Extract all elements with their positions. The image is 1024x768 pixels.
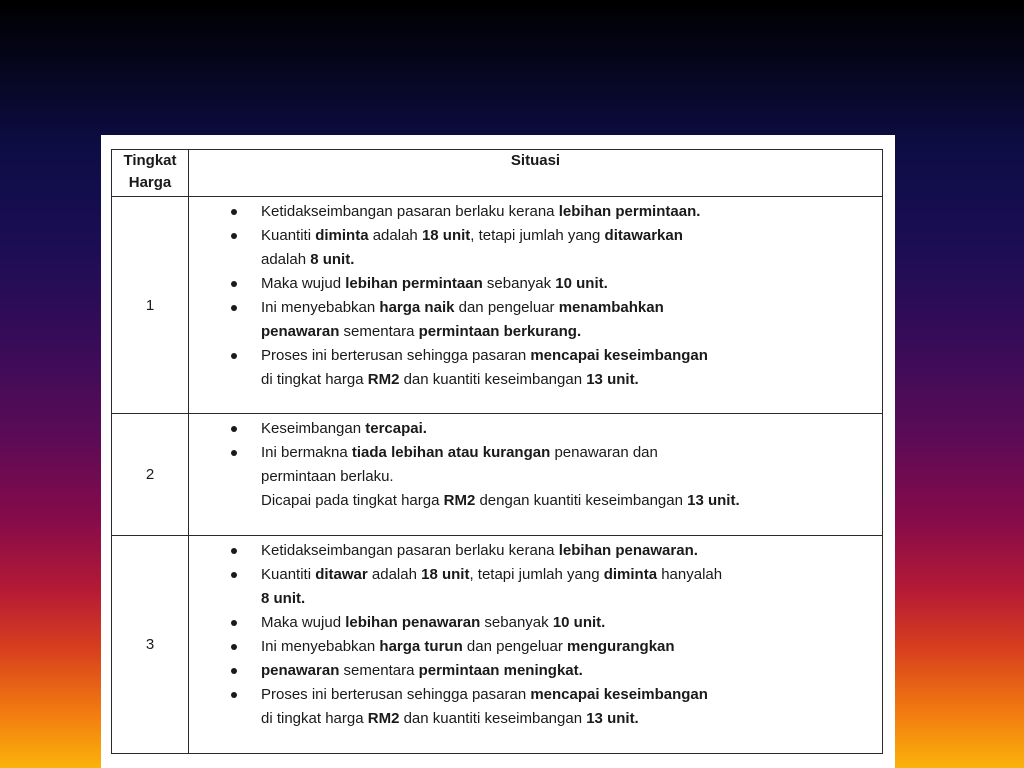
text: di tingkat harga	[261, 371, 368, 388]
table-row	[112, 536, 883, 754]
text: sebanyak	[480, 614, 553, 631]
bold-text: permintaan meningkat.	[418, 662, 583, 679]
bullet-continuation	[189, 248, 882, 272]
text: Maka wujud	[261, 614, 346, 631]
bullet-item	[189, 611, 882, 635]
bold-text: 18 unit	[421, 566, 470, 583]
bold-text: mencapai keseimbangan	[530, 347, 708, 364]
text: sementara	[339, 323, 419, 340]
text: dan pengeluar	[462, 638, 568, 655]
text: Maka wujud	[261, 275, 346, 292]
bullet-item	[189, 563, 882, 587]
document-page	[101, 135, 895, 768]
text: Kuantiti	[261, 227, 316, 244]
bold-text: ditawar	[315, 566, 368, 583]
bold-text: 13 unit.	[586, 710, 639, 727]
table-row	[112, 197, 883, 414]
bold-text: 18 unit	[421, 227, 471, 244]
bold-text: lebihan permintaan.	[558, 203, 701, 220]
text: Proses ini berterusan sehingga pasaran	[261, 686, 531, 703]
bullet-continuation	[189, 320, 882, 344]
table-row	[112, 414, 883, 536]
bold-text: diminta	[315, 227, 369, 244]
text: adalah	[261, 251, 311, 268]
text: sementara	[339, 662, 419, 679]
price-level-cell: 1	[112, 197, 189, 414]
situation-cell	[189, 414, 883, 536]
bullet-item	[189, 441, 882, 465]
text: permintaan berlaku.	[261, 468, 394, 485]
price-level-cell: 3	[112, 536, 189, 754]
bullet-continuation	[189, 707, 882, 731]
bullet-item	[189, 635, 882, 659]
situation-list	[189, 414, 882, 513]
text: dengan kuantiti keseimbangan	[475, 492, 688, 509]
situation-cell	[189, 197, 883, 414]
bold-text: penawaran	[261, 662, 340, 679]
bullet-continuation	[189, 587, 882, 611]
bullet-continuation	[189, 489, 882, 513]
table-header-row	[112, 150, 883, 197]
bold-text: tercapai.	[365, 420, 427, 437]
bold-text: diminta	[603, 566, 658, 583]
text: Ini bermakna	[261, 444, 352, 461]
bold-text: lebihan penawaran.	[558, 542, 698, 559]
text: adalah	[367, 566, 422, 583]
bold-text: RM2	[367, 710, 400, 727]
bullet-item	[189, 539, 882, 563]
bold-text: 8 unit.	[310, 251, 355, 268]
bullet-item	[189, 344, 882, 368]
text: Dicapai pada tingkat harga	[261, 492, 444, 509]
bullet-item	[189, 224, 882, 248]
text: Kuantiti	[261, 566, 316, 583]
text: , tetapi jumlah yang	[470, 227, 605, 244]
bold-text: tiada lebihan atau kurangan	[351, 444, 551, 461]
bullet-item	[189, 296, 882, 320]
text: hanyalah	[657, 566, 723, 583]
text: Ini menyebabkan	[261, 299, 380, 316]
header-situation: Situasi	[189, 150, 883, 197]
bold-text: 10 unit.	[555, 275, 608, 292]
text: adalah	[368, 227, 422, 244]
bold-text: ditawarkan	[604, 227, 683, 244]
bullet-item	[189, 200, 882, 224]
header-price-level-line2: Harga	[128, 174, 172, 191]
text: dan kuantiti keseimbangan	[399, 710, 587, 727]
text: dan pengeluar	[454, 299, 559, 316]
situation-table	[111, 149, 883, 754]
text: Ini menyebabkan	[261, 638, 380, 655]
text: , tetapi jumlah yang	[469, 566, 604, 583]
bold-text: harga turun	[379, 638, 463, 655]
bullet-item	[189, 272, 882, 296]
bold-text: 8 unit.	[261, 590, 306, 607]
situation-cell	[189, 536, 883, 754]
bold-text: permintaan berkurang.	[418, 323, 582, 340]
bold-text: penawaran	[261, 323, 340, 340]
text: sebanyak	[482, 275, 556, 292]
price-level-cell: 2	[112, 414, 189, 536]
bullet-continuation	[189, 465, 882, 489]
bold-text: mencapai keseimbangan	[530, 686, 708, 703]
bold-text: mengurangkan	[567, 638, 675, 655]
bullet-item	[189, 683, 882, 707]
bold-text: harga naik	[379, 299, 455, 316]
text: Ketidakseimbangan pasaran berlaku kerana	[261, 542, 559, 559]
bold-text: RM2	[443, 492, 476, 509]
bold-text: lebihan penawaran	[345, 614, 481, 631]
bullet-continuation	[189, 368, 882, 392]
text: Ketidakseimbangan pasaran berlaku kerana	[261, 203, 559, 220]
bold-text: RM2	[367, 371, 400, 388]
text: Keseimbangan	[261, 420, 366, 437]
text: penawaran dan	[550, 444, 658, 461]
text: dan kuantiti keseimbangan	[399, 371, 587, 388]
header-price-level	[112, 150, 189, 197]
bold-text: 10 unit.	[552, 614, 606, 631]
text: di tingkat harga	[261, 710, 368, 727]
bullet-item	[189, 417, 882, 441]
bullet-item	[189, 659, 882, 683]
bold-text: 13 unit.	[586, 371, 639, 388]
situation-list	[189, 197, 882, 392]
bold-text: menambahkan	[558, 299, 664, 316]
bold-text: 13 unit.	[687, 492, 740, 509]
bold-text: lebihan permintaan	[345, 275, 483, 292]
text: Proses ini berterusan sehingga pasaran	[261, 347, 531, 364]
situation-list	[189, 536, 882, 731]
header-price-level-line1: Tingkat	[123, 152, 177, 169]
